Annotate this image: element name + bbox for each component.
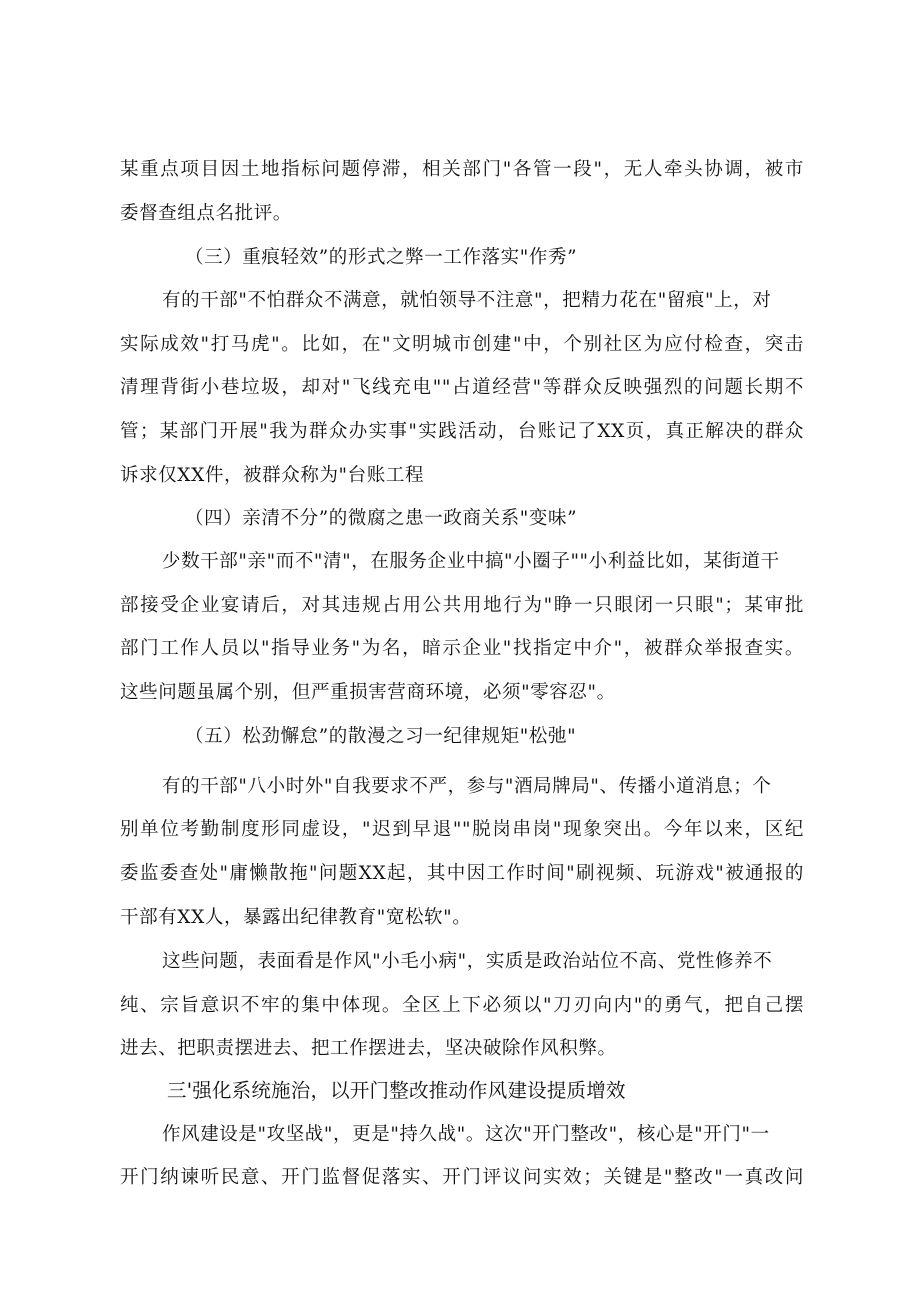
body-line: 清理背街小巷垃圾，却对"飞线充电""占道经营"等群众反映强烈的问题长期不 [120,377,804,398]
body-line: 实际成效"打马虎"。比如，在"文明城市创建"中，个别社区为应付检查，突击 [120,334,804,355]
body-line: 开门纳谏听民意、开门监督促落实、开门评议问实效；关键是"整改"一真改问 [120,1167,804,1188]
body-line: 诉求仅XX件，被群众称为"台账工程 [120,465,425,486]
body-line: 这些问题，表面看是作风"小毛小病"，实质是政治站位不高、党性修养不 [162,951,773,972]
section-heading-3: 三'强化系统施治，以开门整改推动作风建设提质增效 [167,1079,626,1102]
body-line: 纯、宗旨意识不牢的集中体现。全区上下必须以"刀刃向内"的勇气，把自己摆 [120,995,804,1016]
section-subheading-3: （三）重痕轻效”的形式之弊一工作落实"作秀” [185,247,578,268]
body-line: 有的干部"不怕群众不满意，就怕领导不注意"，把精力花在"留痕"上，对 [162,290,772,311]
body-line: 管；某部门开展"我为群众办实事"实践活动，台账记了XX页，真正解决的群众 [120,421,804,442]
section-subheading-5: （五）松劲懈怠”的散漫之习一纪律规矩"松弛" [185,726,577,747]
body-line: 部门工作人员以"指导业务"为名，暗示企业"找指定中介"，被群众举报查实。 [120,638,804,659]
body-line: 少数干部"亲"而不"清"，在服务企业中搞"小圈子""小利益比如，某街道干 [162,551,780,572]
body-line: 进去、把职责摆进去、把工作摆进去，坚决破除作风积弊。 [120,1038,617,1059]
body-line: 有的干部"八小时外"自我要求不严，参与"酒局牌局"、传播小道消息；个 [162,776,772,797]
body-line: 别单位考勤制度形同虚设，"迟到早退""脱岗串岗"现象突出。今年以来，区纪 [120,819,804,840]
section-subheading-4: （四）亲清不分”的微腐之患一政商关系"变味” [185,508,578,529]
body-line: 作风建设是"攻坚战"，更是"持久战"。这次"开门整改"，核心是"开门"一 [162,1124,770,1145]
body-line: 部接受企业宴请后，对其违规占用公共用地行为"睁一只眼闭一只眼"；某审批 [120,595,804,616]
body-line: 委监委查处"庸懒散拖"问题XX起，其中因工作时间"刷视频、玩游戏"被通报的 [120,863,804,884]
body-line: 某重点项目因土地指标问题停滞，相关部门"各管一段"，无人牵头协调，被市 [120,159,804,180]
body-line: 这些问题虽属个别，但严重损害营商环境，必须"零容忍"。 [120,682,616,703]
body-line: 干部有XX人，暴露出纪律教育"宽松软"。 [120,907,472,928]
body-line: 委督查组点名批评。 [120,203,292,224]
